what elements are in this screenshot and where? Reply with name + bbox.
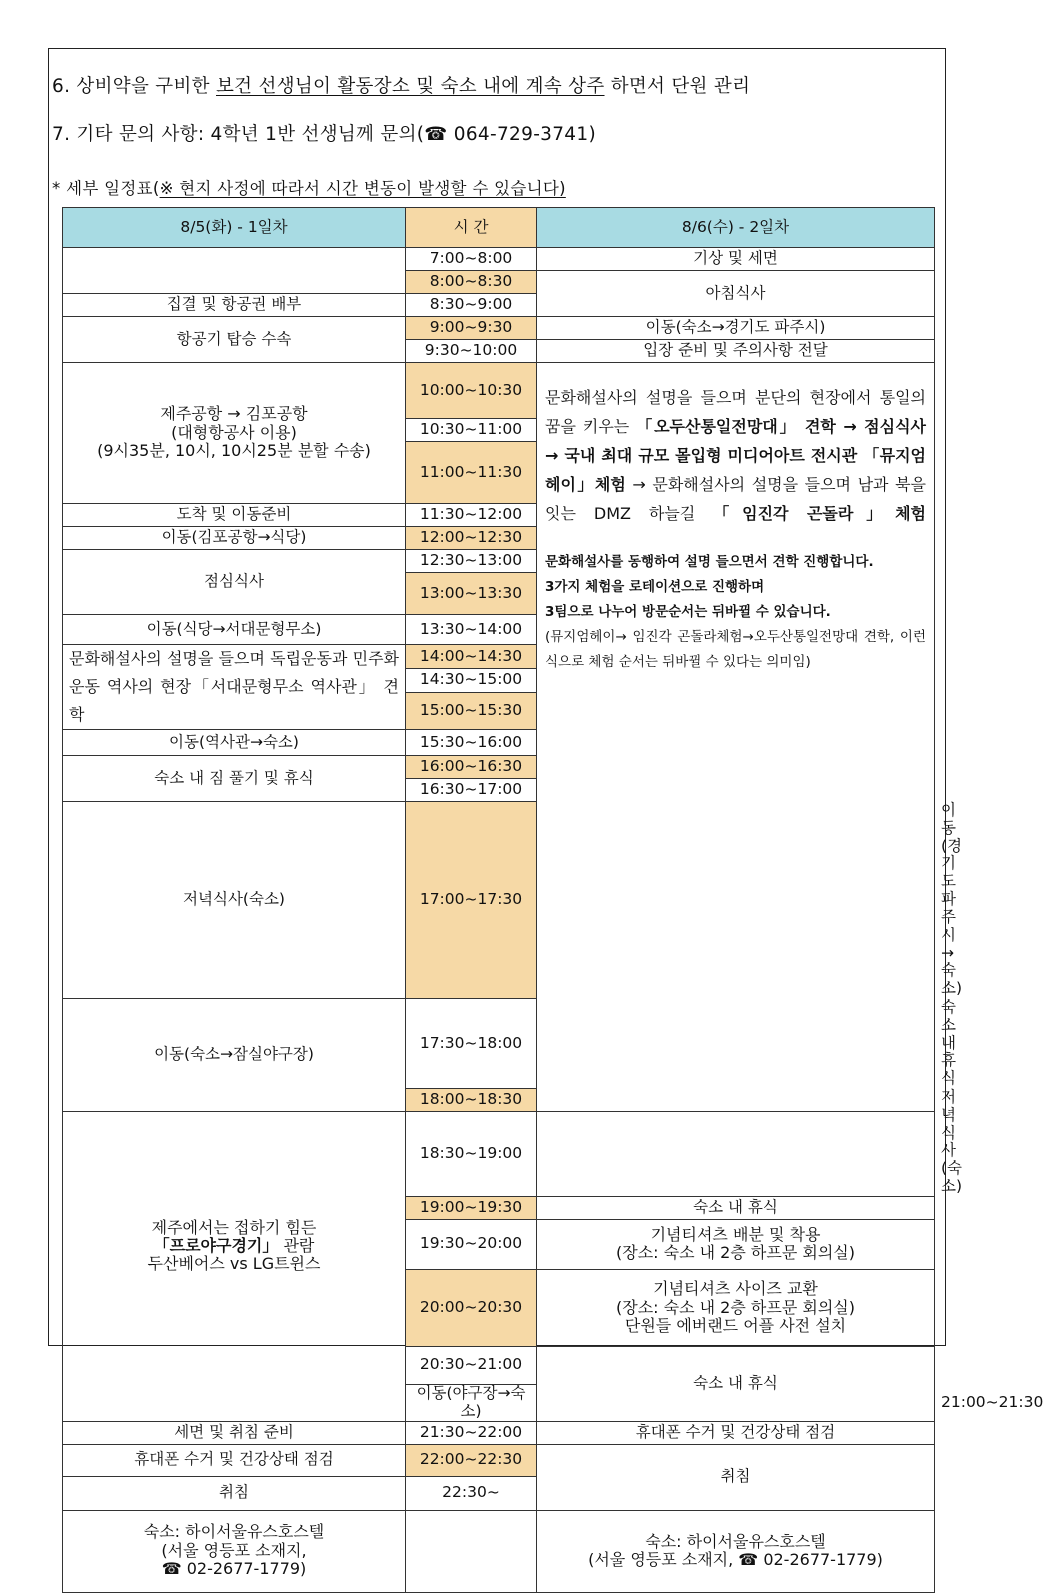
- header-day1: 8/5(화) - 1일차: [63, 208, 406, 248]
- guide-note-4: (뮤지엄헤이→ 임진각 곤돌라체험→오두산통일전망대 견학, 이런 식으로 체험 순서는 뒤바뀔 수 있다는 의미임): [545, 629, 926, 670]
- time-cell: 13:00~13:30: [406, 573, 537, 615]
- item-6: [52, 72, 750, 98]
- day2-wake: 기상 및 세면: [537, 248, 935, 271]
- day1-lodging: 숙소: 하이서울유스호스텔 (서울 영등포 소재지, ☎ 02-2677-1779): [63, 1510, 406, 1592]
- table-header-row: [63, 208, 935, 248]
- day1-move-back: 이동(야구장→숙소): [406, 1384, 537, 1421]
- time-cell: 16:00~16:30: [406, 756, 537, 779]
- header-time: 시 간: [406, 208, 537, 248]
- time-cell: 8:30~9:00: [406, 294, 537, 317]
- item-6-prefix: 6. 상비약을 구비한: [52, 76, 216, 97]
- day2-exchange: 기념티셔츠 사이즈 교환 (장소: 숙소 내 2층 하프문 회의실) 단원들 에버랜드 어플 사전 설치: [537, 1269, 935, 1346]
- day1-move-stadium: 이동(숙소→잠실야구장): [63, 998, 406, 1111]
- baseball-line-2: 「프로야구경기」 관람: [153, 1236, 315, 1256]
- day2-phones: 휴대폰 수거 및 건강상태 점검: [537, 1421, 935, 1444]
- day1-dinner: 저녁식사(숙소): [63, 802, 406, 999]
- time-cell: 15:00~15:30: [406, 692, 537, 729]
- time-cell: 11:30~12:00: [406, 504, 537, 527]
- time-cell: 9:00~9:30: [406, 317, 537, 340]
- header-day2: 8/6(수) - 2일차: [537, 208, 935, 248]
- guide-note-2: 3가지 체험을 로테이션으로 진행하며: [545, 579, 765, 595]
- time-cell: 9:30~10:00: [406, 340, 537, 363]
- time-cell: 19:00~19:30: [406, 1196, 537, 1219]
- time-cell: 18:30~19:00: [406, 1112, 537, 1197]
- time-cell: 22:30~: [406, 1476, 537, 1510]
- baseball-line-1: 제주에서는 접하기 힘든: [151, 1217, 317, 1237]
- lodging-time-empty: [406, 1510, 537, 1592]
- flight-line-1: 제주공항 → 김포공항: [160, 404, 308, 424]
- time-cell: 10:00~10:30: [406, 363, 537, 419]
- time-cell: 21:30~22:00: [406, 1421, 537, 1444]
- day2-tshirt: 기념티셔츠 배분 및 착용 (장소: 숙소 내 2층 하프문 회의실): [537, 1219, 935, 1269]
- time-cell: 15:30~16:00: [406, 730, 537, 756]
- day1-baseball: [63, 1112, 406, 1422]
- day1-gather: 집결 및 항공권 배부: [63, 294, 406, 317]
- day1-prison-tour: 문화해설사의 설명을 들으며 독립운동과 민주화 운동 역사의 현장「서대문형무소 역사관」 견학: [63, 645, 406, 730]
- flight-line-2: (대형항공사 이용): [171, 422, 297, 442]
- time-cell: 22:00~22:30: [406, 1444, 537, 1476]
- time-cell: 10:30~11:00: [406, 419, 537, 442]
- item-6-emphasis: 보건 선생님이 활동장소 및 숙소 내에 계속 상주: [216, 76, 605, 97]
- time-cell: 14:00~14:30: [406, 645, 537, 669]
- time-cell: 20:30~21:00: [406, 1346, 537, 1384]
- day2-tour-block: [537, 363, 935, 1112]
- day1-empty-cell: [63, 248, 406, 294]
- day2-breakfast: 아침식사: [537, 271, 935, 317]
- item-6-suffix: 하면서 단원 관리: [604, 76, 751, 97]
- item-7: 7. 기타 문의 사항: 4학년 1반 선생님께 문의(☎ 064-729-3741): [52, 124, 596, 145]
- day1-wash: 세면 및 취침 준비: [63, 1421, 406, 1444]
- time-cell: 7:00~8:00: [406, 248, 537, 271]
- baseball-line-3: 두산베어스 vs LG트윈스: [147, 1254, 321, 1274]
- day2-tour-description: 문화해설사의 설명을 들으며 분단의 현장에서 통일의 꿈을 키우는 「오두산통일전망대」 견학 → 점심식사 → 국내 최대 규모 몰입형 미디어아트 전시관 「뮤지엄헤이」체험 → 문화해설사의 설명을 들으며 남과 북을 잇는 DMZ 하늘길 「임진각 곤돌라」체험: [545, 388, 927, 523]
- guide-note-3: 3팀으로 나누어 방문순서는 뒤바뀔 수 있습니다.: [545, 604, 831, 620]
- note-underlined: ※ 현지 사정에 따라서 시간 변동이 발생할 수 있습니다): [159, 179, 566, 198]
- time-cell: 19:30~20:00: [406, 1219, 537, 1269]
- time-cell: 8:00~8:30: [406, 271, 537, 294]
- day1-flight: [63, 363, 406, 504]
- day1-unpack: 숙소 내 짐 풀기 및 휴식: [63, 756, 406, 802]
- schedule-table: 8/5(화) - 1일차 시 간 8/6(수) - 2일차 7:00~8:00 기상 및 세면 8:00~8:30 아침식사 집결 및 항공권 배부 8:30~9:00 항공기 탑승 수속 9:00~9:30 이동(숙소→경기도 파주시) 9:30~10:00 입장 준비 및 주의사항 전달 제주공항 → 김포공항 (대형항공사 이용) (9시35분, 10시, 10시25분 분할 수송) 10:00~10:30 문화해설사의 설명을 들으며 분단의 현장에서 통일의 꿈을 키우는 「오두산통일전망대」 견학 → 점심식사 → 국내 최대 규모 몰입형 미디어아트 전시관 「뮤지엄헤이」체험 → 문화해설사의 설명을 들으며 남과 북을 잇는 DMZ 하늘길 「임진각 곤돌라」체험 문화해설사를 동행하여 설명 들으면서 견학 진행합니다. 3가지 체험을 로테이션으로 진행하며 3팀으로 나누어 방문순서는 뒤바뀔 수 있습니다. (뮤지엄헤이→ 임진각 곤돌라체험→오두산통일전망대 견학, 이런 식으로 체험 순서는 뒤바뀔 수 있다는 의미임) 10:30~11:00 11:00~11:30 도착 및 이동준비 11:30~12:00 이동(김포공항→식당) 12:00~12:30 점심식사 12:30~13:00 13:00~13:30 이동(식당→서대문형무소) 13:30~14:00 문화해설사의 설명을 들으며 독립운동과 민주화 운동 역사의 현장「서대문형무소 역사관」 견학 14:00~14:30 14:30~15:00 15:00~15:30 이동(역사관→숙소) 15:30~16:00 숙소 내 짐 풀기 및 휴식 16:00~16:30 16:30~17:00 저녁식사(숙소) 17:00~17:30 이동(경기도 파주시→ 숙소) 이동(숙소→잠실야구장) 17:30~18:00 숙소 내 휴식 18:00~18:30 저녁식사(숙소) 제주에서는 접하기 힘든 「프로야구경기」 관람 두산베어스 vs LG트윈스 18:30~19:00 19:00~19:30 숙소 내 휴식 19:30~20:00 기념티셔츠 배분 및 착용 (장소: 숙소 내 2층 하프문 회의실) 20:00~20:30 기념티셔츠 사이즈 교환 (장소: 숙소 내 2층 하프문 회의실) 단원들 에버랜드 어플 사전 설치 20:30~21:00 숙소 내 휴식 이동(야구장→숙소) 21:00~21:30 세면 및 취침 준비 21:30~22:00 휴대폰 수거 및 건강상태 점검 휴대폰 수거 및 건강상태 점검 22:00~22:30 취침 취침 22:30~ 숙소: 하이서울유스호스텔 (서울 영등포 소재지, ☎ 02-2677-1779) 숙소: 하이서울유스호스텔 (서울 영등포 소재지, ☎ 02-2677-1779): [62, 207, 935, 1593]
- day1-lunch: 점심식사: [63, 550, 406, 615]
- day1-move-restaurant: 이동(김포공항→식당): [63, 527, 406, 550]
- guide-note-1: 문화해설사를 동행하여 설명 들으면서 견학 진행합니다.: [545, 554, 874, 570]
- day2-rest-b: 숙소 내 휴식: [537, 1196, 935, 1219]
- day2-lodging: 숙소: 하이서울유스호스텔 (서울 영등포 소재지, ☎ 02-2677-1779): [537, 1510, 935, 1592]
- time-cell: 17:00~17:30: [406, 802, 537, 999]
- day1-move-prison: 이동(식당→서대문형무소): [63, 615, 406, 645]
- day1-boarding: 항공기 탑승 수속: [63, 317, 406, 363]
- time-cell: 14:30~15:00: [406, 668, 537, 692]
- time-cell: 16:30~17:00: [406, 779, 537, 802]
- day1-phones: 휴대폰 수거 및 건강상태 점검: [63, 1444, 406, 1476]
- day2-move-paju: 이동(숙소→경기도 파주시): [537, 317, 935, 340]
- day1-move-hostel: 이동(역사관→숙소): [63, 730, 406, 756]
- time-cell: 18:00~18:30: [406, 1089, 537, 1112]
- day1-arrive: 도착 및 이동준비: [63, 504, 406, 527]
- day1-sleep: 취침: [63, 1476, 406, 1510]
- time-cell: 13:30~14:00: [406, 615, 537, 645]
- note-prefix: * 세부 일정표(: [52, 179, 160, 198]
- day2-rest-c: 숙소 내 휴식: [537, 1346, 935, 1421]
- time-cell: 12:00~12:30: [406, 527, 537, 550]
- schedule-note: [52, 175, 566, 199]
- flight-line-3: (9시35분, 10시, 10시25분 분할 수송): [97, 441, 371, 461]
- time-cell: 17:30~18:00: [406, 998, 537, 1088]
- time-cell: 20:00~20:30: [406, 1269, 537, 1346]
- time-cell: 12:30~13:00: [406, 550, 537, 573]
- day2-sleep: 취침: [537, 1444, 935, 1510]
- time-cell: 11:00~11:30: [406, 442, 537, 504]
- day2-briefing: 입장 준비 및 주의사항 전달: [537, 340, 935, 363]
